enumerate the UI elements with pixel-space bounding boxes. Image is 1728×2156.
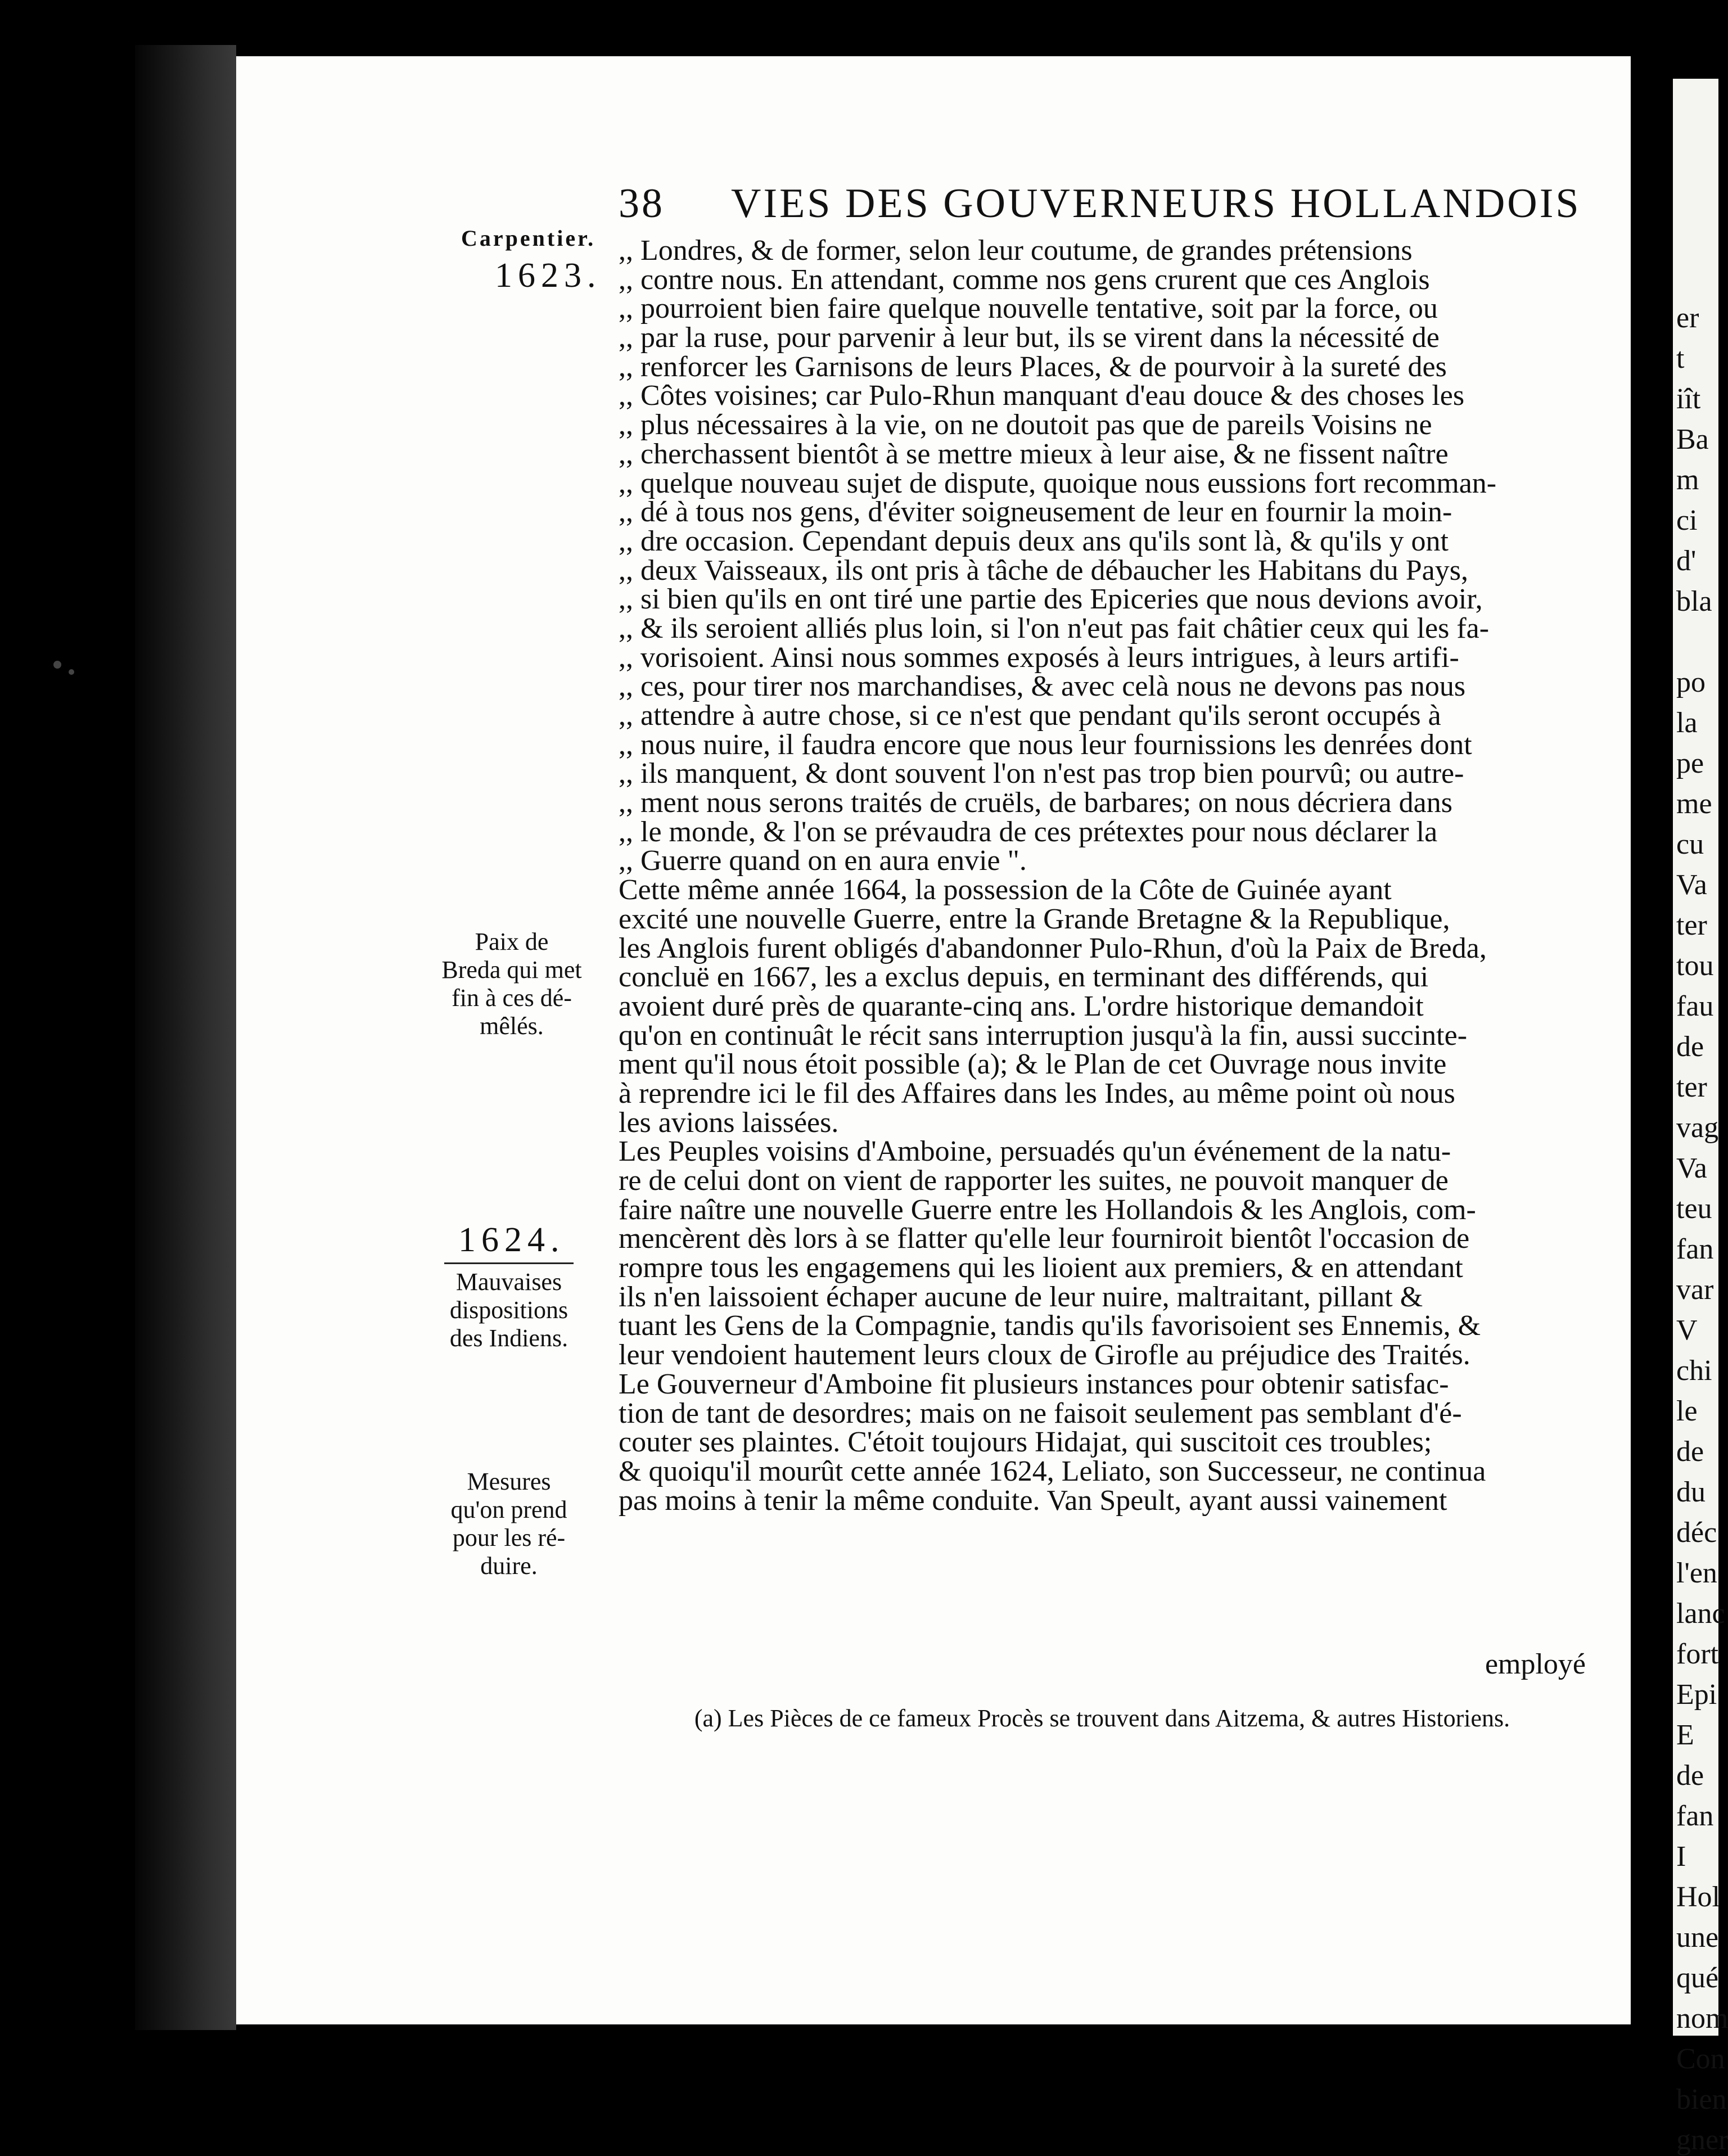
text-line: ,, contre nous. En attendant, comme nos gens crurent que ces Anglois	[619, 263, 1430, 296]
margin-author: Carpentier.	[461, 225, 596, 251]
adjacent-page-fragment-line: ter	[1676, 909, 1707, 941]
text-line: Le Gouverneur d'Amboine fit plusieurs instances pour obtenir satisfac-	[619, 1368, 1449, 1400]
adjacent-page-fragment-line: me	[1676, 788, 1712, 820]
text-line: pas moins à tenir la même conduite. Van Speult, ayant aussi vainement	[619, 1484, 1447, 1517]
margin-rule	[444, 1262, 574, 1264]
adjacent-page-fragment-line: la	[1676, 707, 1698, 739]
text-line: ,, Côtes voisines; car Pulo-Rhun manquant d'eau douce & des choses les	[619, 380, 1465, 412]
adjacent-page-fragment-line: po	[1676, 666, 1706, 698]
adjacent-page-fragment-line: chi	[1676, 1355, 1712, 1387]
margin-year-1624: 1624.	[458, 1221, 565, 1259]
text-line: avoient duré près de quarante-cinq ans. L'ordre historique demandoit	[619, 990, 1424, 1022]
adjacent-page-fragment-line: vag	[1676, 1112, 1719, 1144]
adjacent-page-fragment-line: Va	[1676, 869, 1707, 901]
adjacent-page-fragment-line: l'en	[1676, 1557, 1717, 1589]
margin-note-line: Mauvaises	[455, 1268, 562, 1296]
adjacent-page-fragment-line: du	[1676, 1476, 1706, 1508]
text-line: ,, Guerre quand on en aura envie ".	[619, 845, 1027, 877]
page-header	[619, 180, 1581, 231]
text-line: ,, vorisoient. Ainsi nous sommes exposés à leurs intrigues, à leurs artifi-	[619, 641, 1459, 674]
adjacent-page-fragment-line: I	[1676, 1841, 1686, 1873]
text-line: ,, le monde, & l'on se prévaudra de ces prétextes pour nous déclarer la	[619, 815, 1438, 848]
margin-note-line: mêlés.	[480, 1012, 544, 1040]
text-line: ils n'en laissoient échaper aucune de leur nuire, maltraitant, pillant &	[619, 1280, 1423, 1313]
text-line: les avions laissées.	[619, 1106, 839, 1139]
adjacent-page-fragment-line: ci	[1676, 504, 1698, 536]
text-line: ment qu'il nous étoit possible (a); & le Plan de cet Ouvrage nous invite	[619, 1048, 1447, 1081]
text-line: Les Peuples voisins d'Amboine, persuadés qu'un événement de la natu-	[619, 1135, 1451, 1168]
margin-note-line: dispositions	[449, 1296, 569, 1324]
text-line: à reprendre ici le fil des Affaires dans les Indes, au même point où nous	[619, 1077, 1455, 1109]
adjacent-page-fragment-line: fort	[1676, 1638, 1719, 1670]
text-line: ,, nous nuire, il faudra encore que nous leur fournissions les denrées dont	[619, 728, 1472, 761]
adjacent-page-fragment-line: qué	[1676, 1962, 1719, 1994]
margin-year-1623: 1623.	[495, 256, 602, 295]
text-line: excité une nouvelle Guerre, entre la Grande Bretagne & la Republique,	[619, 903, 1450, 935]
margin-note-line: des Indiens.	[449, 1324, 569, 1352]
text-line: ,, plus nécessaires à la vie, on ne doutoit pas que de pareils Voisins ne	[619, 409, 1432, 441]
adjacent-page-fragment-line: Ba	[1676, 423, 1709, 455]
text-line: ,, pourroient bien faire quelque nouvelle tentative, soit par la force, ou	[619, 292, 1438, 325]
adjacent-page-fragment-line: fan	[1676, 1800, 1714, 1832]
text-line: re de celui dont on vient de rapporter les suites, ne pouvoit manquer de	[619, 1165, 1449, 1197]
text-line: ,, ils manquent, & dont souvent l'on n'est pas trop bien pourvû; ou autre-	[619, 757, 1464, 790]
adjacent-page-fragment-line: pe	[1676, 747, 1704, 779]
text-line: ,, renforcer les Garnisons de leurs Places, & de pourvoir à la sureté des	[619, 350, 1447, 383]
margin-note-mesures	[433, 1468, 585, 1580]
adjacent-page-fragment-line: fan	[1676, 1233, 1714, 1265]
adjacent-page-fragment-line: une	[1676, 1922, 1719, 1954]
adjacent-page-fragment-line: iît	[1676, 383, 1701, 415]
text-line: ,, dre occasion. Cependant depuis deux ans qu'ils sont là, & qu'ils y ont	[619, 525, 1449, 557]
adjacent-page-fragment-line: t	[1676, 342, 1685, 375]
text-line: ,, Londres, & de former, selon leur coutume, de grandes prétensions	[619, 234, 1413, 267]
margin-note-paix-de-breda	[427, 928, 596, 1040]
text-line: ,, ces, pour tirer nos marchandises, & avec celà nous ne devons pas nous	[619, 670, 1466, 703]
adjacent-page-fragment-line: de	[1676, 1436, 1704, 1468]
text-line: rompre tous les engagemens qui les lioient aux premiers, & en attendant	[619, 1252, 1463, 1284]
adjacent-page-fragment-line: Con	[1676, 2043, 1725, 2075]
running-title: VIES DES GOUVERNEURS HOLLANDOIS	[731, 181, 1581, 227]
margin-note-line: duire.	[480, 1552, 538, 1580]
margin-note-mauvaises-dispositions	[433, 1268, 585, 1352]
adjacent-page-fragment-line: déc	[1676, 1517, 1717, 1549]
margin-note-line: Breda qui met	[441, 956, 582, 984]
adjacent-page-fragment-line: nom	[1676, 2002, 1728, 2035]
adjacent-page-fragment-line: le	[1676, 1395, 1698, 1427]
text-line: ,, attendre à autre chose, si ce n'est que pendant qu'ils seront occupés à	[619, 700, 1441, 732]
adjacent-page-fragment-line: var	[1676, 1274, 1714, 1306]
text-line: leur vendoient hautement leurs cloux de Girofle au préjudice des Traités.	[619, 1339, 1470, 1372]
adjacent-page-fragment-line: de	[1676, 1760, 1704, 1792]
text-line: couter ses plaintes. C'étoit toujours Hidajat, qui suscitoit ces troubles;	[619, 1426, 1432, 1459]
adjacent-page-fragment-line: Epi	[1676, 1679, 1717, 1711]
book-binding	[135, 45, 236, 2030]
text-line: ,, & ils seroient alliés plus loin, si l'on n'eut pas fait châtier ceux qui les fa-	[619, 612, 1490, 644]
text-line: qu'on en continuât le récit sans interruption jusqu'à la fin, aussi succinte-	[619, 1019, 1468, 1052]
margin-note-line: Paix de	[475, 928, 549, 955]
adjacent-page-fragment-line: lanc	[1676, 1598, 1725, 1630]
text-line: tion de tant de desordres; mais on ne faisoit seulement pas semblant d'é-	[619, 1397, 1462, 1429]
text-line: ,, quelque nouveau sujet de dispute, quoique nous eussions fort recomman-	[619, 467, 1497, 499]
adjacent-page-fragment-line: V	[1676, 1314, 1698, 1346]
text-line: tuant les Gens de la Compagnie, tandis qu'ils favorisoient ses Ennemis, &	[619, 1310, 1481, 1342]
adjacent-page-fragment-line: d'	[1676, 545, 1697, 577]
text-line: ,, si bien qu'ils en ont tiré une partie des Epiceries que nous devions avoir,	[619, 583, 1483, 616]
adjacent-page-fragment-line: de	[1676, 1031, 1704, 1063]
adjacent-page-fragment-line: gner	[1676, 2124, 1728, 2156]
adjacent-page-fragment-line: bien	[1676, 2083, 1727, 2116]
adjacent-page-fragment-line: tou	[1676, 950, 1714, 982]
text-line: concluë en 1667, les a exclus depuis, en terminant des différends, qui	[619, 961, 1429, 994]
adjacent-page-fragment-line: fau	[1676, 990, 1714, 1022]
adjacent-page-fragment-line: cu	[1676, 828, 1704, 860]
body-text	[619, 236, 1586, 1515]
adjacent-page-fragment-line: Hol	[1676, 1881, 1720, 1913]
page-number: 38	[619, 181, 665, 227]
text-line: ,, ment nous serons traités de cruëls, de barbares; on nous décriera dans	[619, 787, 1452, 819]
footnote: (a) Les Pièces de ce fameux Procès se trouvent dans Aitzema, & autres Historiens.	[694, 1704, 1510, 1732]
text-line: ,, dé à tous nos gens, d'éviter soigneusement de leur en fournir la moin-	[619, 496, 1452, 529]
margin-note-line: Mesures	[467, 1468, 551, 1495]
adjacent-page-fragment-line: ter	[1676, 1071, 1707, 1103]
adjacent-page-fragment-line: teu	[1676, 1193, 1712, 1225]
margin-note-line: pour les ré-	[452, 1524, 566, 1551]
adjacent-page-fragment-line: E	[1676, 1719, 1694, 1751]
margin-note-line: fin à ces dé-	[452, 984, 572, 1012]
adjacent-page-fragment-line: er	[1676, 302, 1699, 334]
text-line: mencèrent dès lors à se flatter qu'elle leur fourniroit bientôt l'occasion de	[619, 1223, 1470, 1255]
catchword: employé	[1485, 1648, 1586, 1680]
adjacent-page-fragment	[1673, 79, 1728, 2156]
text-line: ,, cherchassent bientôt à se mettre mieux à leur aise, & ne fissent naître	[619, 437, 1449, 470]
margin-note-line: qu'on prend	[450, 1496, 567, 1523]
page-gutter	[1631, 67, 1673, 2036]
text-line: ,, deux Vaisseaux, ils ont pris à tâche de débaucher les Habitans du Pays,	[619, 554, 1468, 587]
text-line: les Anglois furent obligés d'abandonner Pulo-Rhun, d'où la Paix de Breda,	[619, 932, 1487, 964]
text-line: ,, par la ruse, pour parvenir à leur but, ils se virent dans la nécessité de	[619, 322, 1440, 354]
adjacent-page-fragment-line: bla	[1676, 585, 1712, 617]
text-line: Cette même année 1664, la possession de la Côte de Guinée ayant	[619, 874, 1392, 906]
adjacent-page-fragment-line: m	[1676, 464, 1699, 496]
scan-speck	[69, 669, 74, 675]
text-line: & quoiqu'il mourût cette année 1624, Leliato, son Successeur, ne continua	[619, 1455, 1486, 1487]
scan-speck	[53, 661, 61, 669]
text-line: faire naître une nouvelle Guerre entre les Hollandois & les Anglois, com-	[619, 1193, 1476, 1226]
adjacent-page-fragment-line: Va	[1676, 1152, 1707, 1184]
